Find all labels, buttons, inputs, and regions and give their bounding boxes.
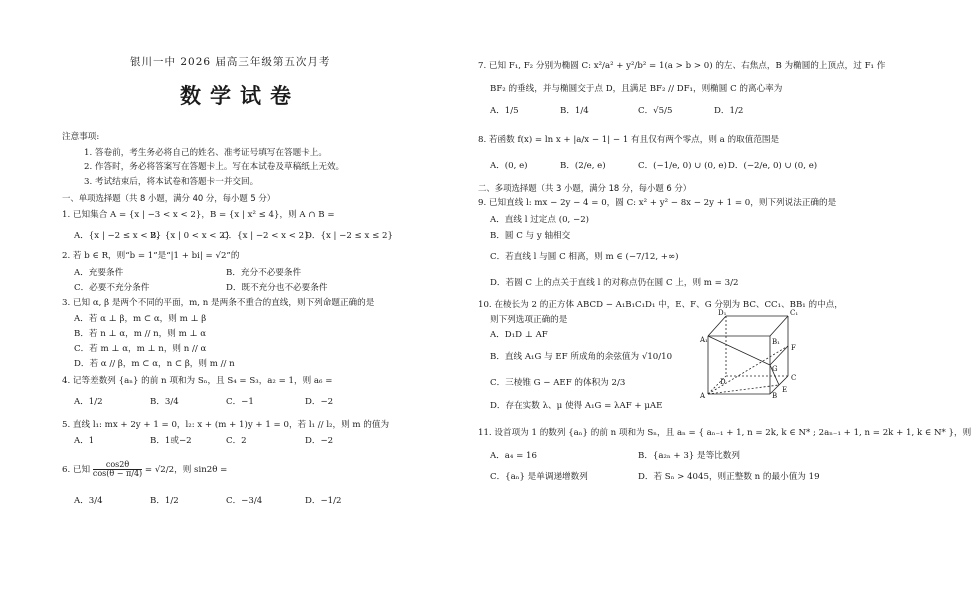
question-stem: 9. 已知直线 l: mx − 2y − 4 = 0，圆 C: x² + y² − 8x − 2y + 1 = 0，则下列说法正确的是 [478,198,837,208]
option: D．存在实数 λ、μ 使得 A₁G = λAF + μAE [490,401,663,411]
option: C．{aₙ} 是单调递增数列 [490,472,588,482]
option: B．{x | 0 < x < 2} [150,231,231,241]
option: B．3/4 [150,397,179,407]
option: C．若 m ⊥ α，m ⊥ n，则 n // α [74,344,207,354]
question-stem: 4. 记等差数列 {aₙ} 的前 n 项和为 Sₙ，且 S₄ = S₃，a₂ = 1，则 a₆ = [62,376,333,386]
option: A．3/4 [74,496,103,506]
note-item: 3. 考试结束后，将本试卷和答题卡一并交回。 [84,177,259,187]
exam-title: 银川一中 2026 届高三年级第五次月考 [130,56,331,68]
option: B．1或−2 [150,436,192,446]
option: C．2 [226,436,247,446]
option: A．直线 l 过定点 (0, −2) [490,215,590,225]
vertex-label: G [772,365,778,373]
option: C．三棱锥 G − AEF 的体积为 2/3 [490,378,626,388]
option: D．若 α // β，m ⊂ α，n ⊂ β，则 m // n [74,359,235,369]
option: C．(−1/e, 0) ∪ (0, e) [638,161,727,171]
segment-AE [708,385,779,394]
option: A．充要条件 [74,268,124,278]
question-stem [62,461,227,478]
vertex-label: A₁ [700,336,708,344]
vertex-label: C [791,374,797,382]
stem-prefix: 6. 已知 [62,465,91,475]
vertex-label: D [720,378,726,386]
notes-heading: 注意事项: [62,132,100,142]
option: B．1/4 [560,106,589,116]
note-item: 1. 答卷前，考生务必将自己的姓名、准考证号填写在答题卡上。 [84,148,327,158]
question-stem: 1. 已知集合 A = {x | −3 < x < 2}，B = {x | x² ≤ 4}，则 A ∩ B = [62,210,335,220]
question-stem: 3. 已知 α, β 是两个不同的平面，m, n 是两条不重合的直线，则下列命题正确的是 [62,298,375,308]
option: A．1/5 [490,106,519,116]
option: D．既不充分也不必要条件 [226,283,328,293]
section-heading: 二、多项选择题（共 3 小题，满分 18 分，每小题 6 分） [478,183,692,193]
segment-GF [770,346,788,365]
option: B．(2/e, e) [560,161,606,171]
option: C．√5/5 [638,106,673,116]
option: D．若圆 C 上的点关于直线 l 的对称点仍在圆 C 上，则 m = 3/2 [490,278,739,288]
option: A．1 [74,436,95,446]
fraction [93,461,142,478]
fraction-numerator: cos2θ [93,461,142,470]
question-stem: BF₂ 的垂线，并与椭圆交于点 D，且满足 BF₂ // DF₁，则椭圆 C 的离心率为 [490,84,783,94]
option: D．{x | −2 ≤ x ≤ 2} [305,231,393,241]
option: D．−2 [305,436,334,446]
option: D．1/2 [714,106,744,116]
vertex-label: B₁ [772,338,780,346]
option: C．−3/4 [226,496,263,506]
vertex-label: C₁ [790,309,799,317]
option: C．{x | −2 < x < 2} [222,231,310,241]
fraction-denominator: cos(θ − π/4) [92,469,143,478]
vertex-label: F [791,344,796,352]
option: A．(0, e) [490,161,528,171]
vertex-label: E [782,386,788,394]
option: B．若 n ⊥ α，m // n，则 m ⊥ α [74,329,207,339]
note-item: 2. 作答时，务必将答案写在答题卡上。写在本试卷及草稿纸上无效。 [84,162,345,172]
option: A．{x | −2 ≤ x < 2} [74,231,162,241]
question-stem: 11. 设首项为 1 的数列 {aₙ} 的前 n 项和为 Sₙ，且 aₙ = { aₙ₋₁ + 1, n = 2k, k ∈ N* ; 2aₙ₋₁ + 1, n = 2k + 1, k ∈ N* }，则 [478,428,971,438]
option: A．a₄ = 16 [490,451,537,461]
question-stem: 10. 在棱长为 2 的正方体 ABCD − A₁B₁C₁D₁ 中，E、F、G 分别为 BC、CC₁、BB₁ 的中点， [478,300,843,310]
vertex-label: B [772,392,778,400]
stem-suffix: = √2/2，则 sin2θ = [144,465,228,475]
option: C．若直线 l 与圆 C 相离，则 m ∈ (−7/12, +∞) [490,252,679,262]
segment-A1G [708,336,770,365]
cube-edge [708,316,726,336]
question-stem: 8. 若函数 f(x) = ln x + |a/x − 1| − 1 有且仅有两个零点，则 a 的取值范围是 [478,135,780,145]
option: B．1/2 [150,496,179,506]
option: D．−2 [305,397,334,407]
option: B．充分不必要条件 [226,268,302,278]
option: C．必要不充分条件 [74,283,150,293]
cube-edge [770,316,788,336]
option: A．D₁D ⊥ AF [490,330,548,340]
option: A．若 α ⊥ β，m ⊂ α，则 m ⊥ β [74,314,207,324]
option: C．−1 [226,397,254,407]
option: D．−1/2 [305,496,342,506]
question-stem: 5. 直线 l₁: mx + 2y + 1 = 0，l₂: x + (m + 1)y + 1 = 0，若 l₁ // l₂，则 m 的值为 [62,420,390,430]
question-stem: 则下列选项正确的是 [490,315,568,325]
option: D．若 Sₙ > 4045，则正整数 n 的最小值为 19 [638,472,820,482]
option: D．(−2/e, 0) ∪ (0, e) [728,161,818,171]
section-heading: 一、单项选择题（共 8 小题，满分 40 分，每小题 5 分） [62,193,276,203]
question-stem: 7. 已知 F₁, F₂ 分别为椭圆 C: x²/a² + y²/b² = 1(a > b > 0) 的左、右焦点，B 为椭圆的上顶点，过 F₁ 作 [478,61,886,71]
subject-title: 数学试卷 [180,84,300,108]
question-stem: 2. 若 b ∈ R，则“b = 1”是“|1 + bi| = √2”的 [62,251,240,261]
option: B．{a₂ₙ + 3} 是等比数列 [638,451,740,461]
option: B．直线 A₁G 与 EF 所成角的余弦值为 √10/10 [490,352,673,362]
cube-figure [700,308,808,398]
vertex-label: D₁ [718,309,727,317]
option: B．圆 C 与 y 轴相交 [490,231,571,241]
option: A．1/2 [74,397,103,407]
vertex-label: A [700,392,706,400]
